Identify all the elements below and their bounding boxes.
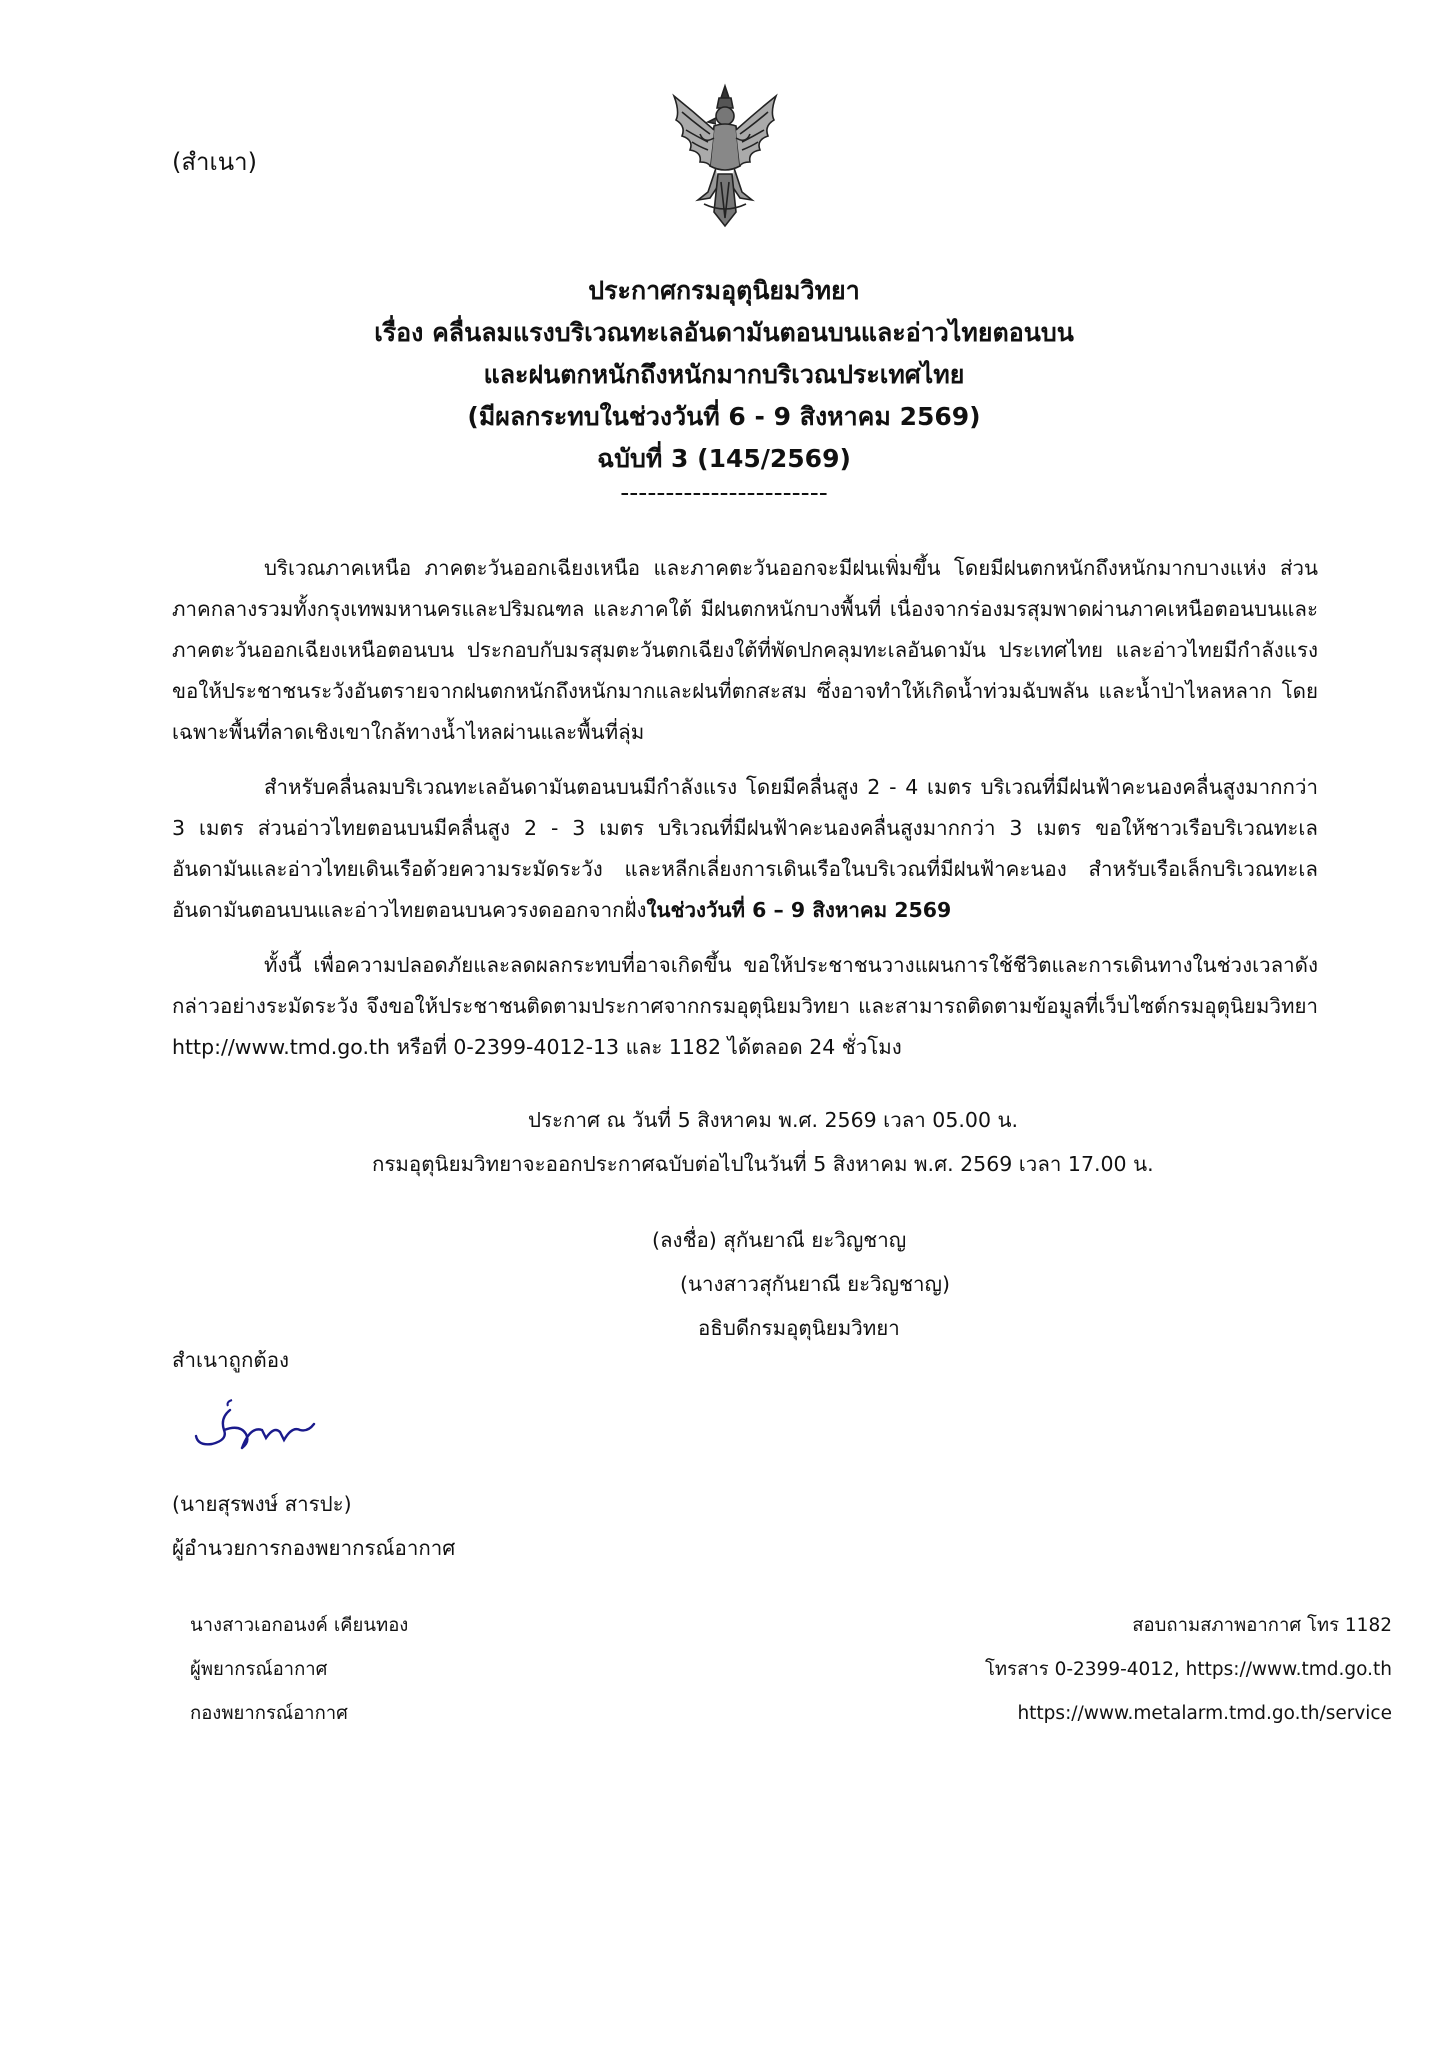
forecaster-division: กองพยากรณ์อากาศ bbox=[190, 1703, 348, 1724]
forecaster-role: ผู้พยากรณ์อากาศ bbox=[190, 1659, 328, 1680]
contact-fax: โทรสาร 0-2399-4012, https://www.tmd.go.th bbox=[985, 1659, 1392, 1680]
next-issue-date: กรมอุตุนิยมวิทยาจะออกประกาศฉบับต่อไปในวันที่ 5 สิงหาคม พ.ศ. 2569 เวลา 17.00 น. bbox=[372, 1152, 1154, 1176]
handwritten-signature-icon bbox=[190, 1396, 324, 1472]
signatory-position: อธิบดีกรมอุตุนิยมวิทยา bbox=[698, 1316, 900, 1340]
paragraph-wave-warning-text: สำหรับคลื่นลมบริเวณทะเลอันดามันตอนบนมีกำลังแรง โดยมีคลื่นสูง 2 - 4 เมตร บริเวณที่มีฝนฟ้าคะนองคลื่นสูงมากกว่า 3 เมตร ส่วนอ่าวไทยตอนบนมีคลื่นสูง 2 - 3 เมตร บริเวณที่มีฝนฟ้าคะนองคลื่นสูงมากกว่า 3 เมตร ขอให้ชาวเรือบริเวณทะเลอันดามันและอ่าวไทยเดินเรือด้วยความระมัดระวัง และหลีกเลี่ยงการเดินเรือในบริเวณที่มีฝนฟ้าคะนอง สำหรับเรือเล็กบริเวณทะเลอันดามันตอนบนและอ่าวไทยตอนบนควรงดออกจากฝั่ง bbox=[172, 775, 1318, 922]
paragraph-wave-warning-period: ในช่วงวันที่ 6 – 9 สิงหาคม 2569 bbox=[646, 898, 952, 922]
heading-subject-line-1: เรื่อง คลื่นลมแรงบริเวณทะเลอันดามันตอนบนและอ่าวไทยตอนบน bbox=[374, 318, 1074, 347]
heading-impact-period: (มีผลกระทบในช่วงวันที่ 6 - 9 สิงหาคม 2569) bbox=[467, 402, 981, 431]
paragraph-wave-warning bbox=[172, 767, 1318, 931]
footer-contact bbox=[985, 1604, 1392, 1736]
director-block bbox=[172, 1482, 455, 1570]
paragraph-weather-outlook: บริเวณภาคเหนือ ภาคตะวันออกเฉียงเหนือ และภาคตะวันออกจะมีฝนเพิ่มขึ้น โดยมีฝนตกหนักถึงหนักมากบางแห่ง ส่วนภาคกลางรวมทั้งกรุงเทพมหานครและปริมณฑล และภาคใต้ มีฝนตกหนักบางพื้นที่ เนื่องจากร่องมรสุมพาดผ่านภาคเหนือตอนบนและภาคตะวันออกเฉียงเหนือตอนบน ประกอบกับมรสุมตะวันตกเฉียงใต้ที่พัดปกคลุมทะเลอันดามัน ประเทศไทย และอ่าวไทยมีกำลังแรง ขอให้ประชาชนระวังอันตรายจากฝนตกหนักถึงหนักมากและฝนที่ตกสะสม ซึ่งอาจทำให้เกิดน้ำท่วมฉับพลัน และน้ำป่าไหลหลาก โดยเฉพาะพื้นที่ลาดเชิงเขาใกล้ทางน้ำไหลผ่านและพื้นที่ลุ่ม bbox=[172, 556, 1318, 744]
certified-copy-label: สำเนาถูกต้อง bbox=[172, 1348, 290, 1372]
issued-date: ประกาศ ณ วันที่ 5 สิงหาคม พ.ศ. 2569 เวลา 05.00 น. bbox=[528, 1108, 1019, 1132]
heading-issue-number: ฉบับที่ 3 (145/2569) bbox=[597, 444, 851, 473]
heading-title: ประกาศกรมอุตุนิยมวิทยา bbox=[588, 276, 860, 305]
footer-forecaster bbox=[190, 1604, 408, 1736]
signatory-name: (นางสาวสุกันยาณี ยะวิญชาญ) bbox=[680, 1272, 950, 1296]
garuda-emblem-icon bbox=[664, 82, 786, 232]
director-name: (นายสุรพงษ์ สารปะ) bbox=[172, 1492, 352, 1516]
forecaster-name: นางสาวเอกอนงค์ เคียนทอง bbox=[190, 1615, 409, 1636]
copy-mark: (สำเนา) bbox=[172, 148, 257, 176]
heading-divider: ----------------------- bbox=[620, 478, 828, 507]
paragraph-safety-advice: ทั้งนี้ เพื่อความปลอดภัยและลดผลกระทบที่อาจเกิดขึ้น ขอให้ประชาชนวางแผนการใช้ชีวิตและการเดินทางในช่วงเวลาดังกล่าวอย่างระมัดระวัง จึงขอให้ประชาชนติดตามประกาศจากกรมอุตุนิยมวิทยา และสามารถติดตามข้อมูลที่เว็บไซต์กรมอุตุนิยมวิทยา http://www.tmd.go.th หรือที่ 0-2399-4012-13 และ 1182 ได้ตลอด 24 ชั่วโมง bbox=[172, 953, 1318, 1059]
contact-inquiry: สอบถามสภาพอากาศ โทร 1182 bbox=[1132, 1615, 1392, 1636]
announcement-body bbox=[172, 548, 1318, 1082]
contact-service-url: https://www.metalarm.tmd.go.th/service bbox=[1017, 1703, 1392, 1724]
director-position: ผู้อำนวยการกองพยากรณ์อากาศ bbox=[172, 1536, 456, 1560]
announcement-heading bbox=[0, 270, 1448, 514]
signatory-signed: (ลงชื่อ) สุกันยาณี ยะวิญชาญ bbox=[652, 1228, 907, 1252]
heading-subject-line-2: และฝนตกหนักถึงหนักมากบริเวณประเทศไทย bbox=[483, 360, 965, 389]
